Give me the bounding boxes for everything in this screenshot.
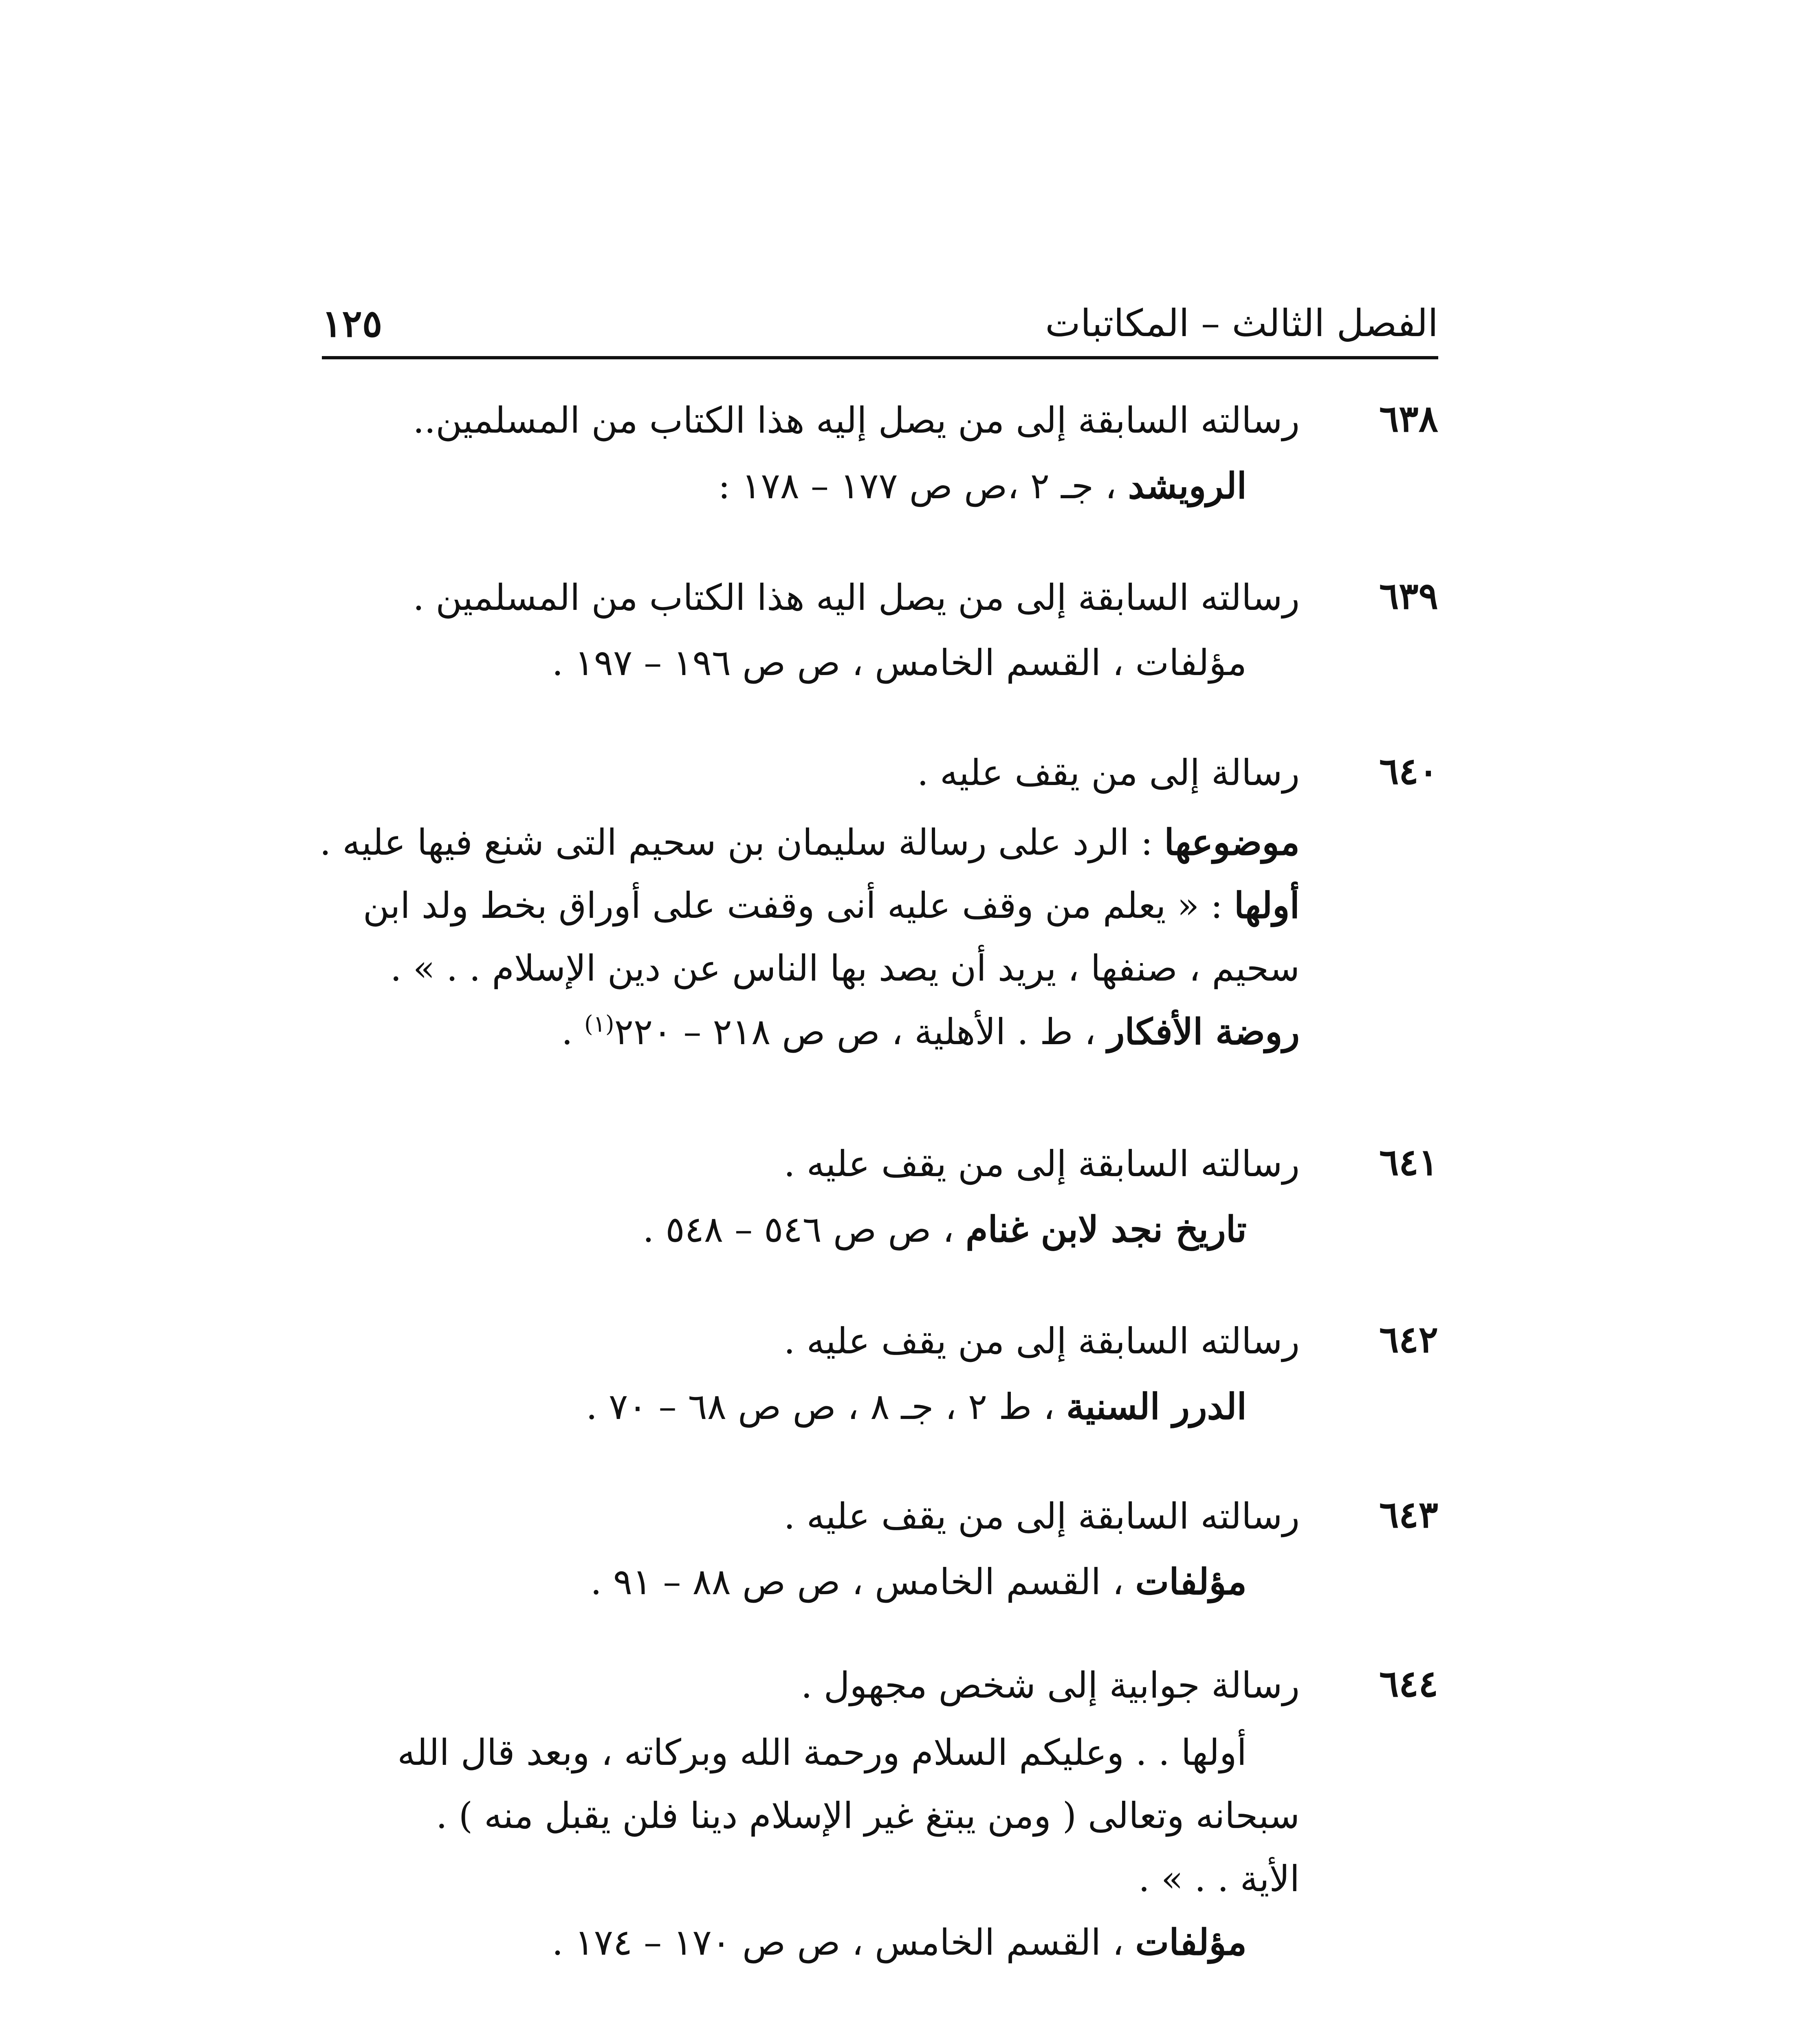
- entry-number: ٦٣٩: [1379, 574, 1438, 618]
- entry-source: [561, 1008, 1300, 1055]
- source-details: ، القسم الخامس ، ص ص ١٧٠ – ١٧٤ .: [552, 1921, 1124, 1963]
- entry-title: رسالته السابقة إلى من يصل اليه هذا الكتاب من المسلمين .: [413, 576, 1300, 618]
- entry-title: رسالته السابقة إلى من يصل إليه هذا الكتاب من المسلمين..: [413, 399, 1300, 441]
- entry-title: رسالته السابقة إلى من يقف عليه .: [783, 1320, 1300, 1362]
- footnote-reference: (١): [584, 1011, 614, 1038]
- entry-source: [552, 1919, 1247, 1966]
- source-name: الدرر السنية: [1066, 1385, 1247, 1428]
- entry-number: ٦٤٣: [1379, 1493, 1438, 1536]
- entry-opening-line-2: سبحانه وتعالى ( ومن يبتغ غير الإسلام دينا فلن يقبل منه ) .: [436, 1795, 1300, 1837]
- entry-number: ٦٤٤: [1379, 1662, 1438, 1705]
- entry-source: [590, 1558, 1247, 1605]
- entry-opening-line-1: [363, 882, 1300, 929]
- entry-number: ٦٤١: [1379, 1141, 1438, 1184]
- entry-title: رسالة إلى من يقف عليه .: [917, 752, 1300, 794]
- opening-text: : « يعلم من وقف عليه أنى وقفت على أوراق بخط ولد ابن: [363, 884, 1223, 926]
- source-end: .: [561, 1011, 584, 1053]
- entry-title: رسالته السابقة إلى من يقف عليه .: [783, 1143, 1300, 1185]
- header-divider: [322, 356, 1438, 359]
- source-name: الرويشد: [1128, 464, 1247, 507]
- chapter-title: الفصل الثالث – المكاتبات: [1045, 301, 1438, 345]
- source-details: ، جـ ٢ ،ص ص ١٧٧ – ١٧٨ :: [718, 465, 1117, 507]
- source-name: تاريخ نجد لابن غنام: [965, 1208, 1247, 1250]
- entry-opening-line-1: أولها . . وعليكم السلام ورحمة الله وبركاته ، وبعد قال الله: [397, 1731, 1247, 1773]
- subject-label: موضوعها: [1164, 821, 1300, 863]
- source-details: ، ط ٢ ، جـ ٨ ، ص ص ٦٨ – ٧٠ .: [586, 1386, 1055, 1428]
- source-name: روضة الأفكار: [1107, 1010, 1300, 1053]
- source-name: مؤلفات: [1135, 1560, 1247, 1603]
- entry-number: ٦٤٠: [1379, 750, 1438, 793]
- entry-number: ٦٤٢: [1379, 1318, 1438, 1361]
- entry-opening-line-3: الأية . . » .: [1138, 1858, 1300, 1900]
- subject-text: : الرد على رسالة سليمان بن سحيم التى شنع فيها عليه .: [319, 821, 1153, 863]
- entry-source: [552, 640, 1247, 686]
- entry-source: [643, 1206, 1247, 1253]
- entry-opening-line-2: سحيم ، صنفها ، يريد أن يصد بها الناس عن دين الإسلام . . » .: [390, 947, 1300, 989]
- entry-title: رسالة جوابية إلى شخص مجهول .: [801, 1664, 1300, 1706]
- source-details: مؤلفات ، القسم الخامس ، ص ص ١٩٦ – ١٩٧ .: [552, 642, 1247, 684]
- source-details: ، القسم الخامس ، ص ص ٨٨ – ٩١ .: [590, 1561, 1124, 1603]
- entry-title: رسالته السابقة إلى من يقف عليه .: [783, 1495, 1300, 1537]
- entry-subject: [319, 819, 1300, 866]
- source-details: ، ط . الأهلية ، ص ص ٢١٨ – ٢٢٠: [614, 1011, 1096, 1053]
- opening-label: أولها: [1234, 884, 1300, 926]
- page-number: ١٢٥: [322, 301, 383, 345]
- source-name: مؤلفات: [1135, 1921, 1247, 1963]
- entry-source: [586, 1383, 1247, 1430]
- page-header: [322, 293, 1438, 354]
- entry-source: [718, 462, 1247, 509]
- entry-number: ٦٣٨: [1379, 397, 1438, 440]
- source-details: ، ص ص ٥٤٦ – ٥٤٨ .: [643, 1208, 954, 1250]
